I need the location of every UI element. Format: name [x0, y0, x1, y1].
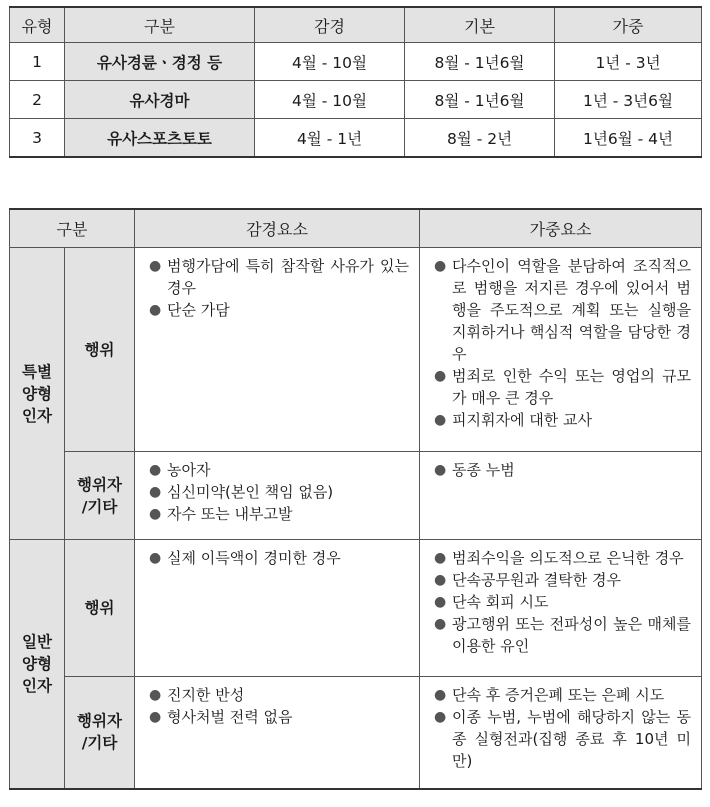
list-item: [434, 547, 691, 569]
mitigating-cell: [135, 248, 420, 452]
bullet-icon: ●: [434, 687, 447, 703]
list-item: [434, 365, 691, 409]
group-label-line: 인자: [22, 676, 52, 695]
row-aggravation: 1년 - 3년: [555, 43, 702, 81]
row-aggravation: 1년 - 3년6월: [555, 81, 702, 119]
header-mitigating: 감경요소: [135, 209, 420, 248]
table-row: [10, 119, 702, 158]
item-text: 농아자: [167, 461, 211, 479]
row-type: 3: [10, 119, 65, 158]
item-text: 심신미약(본인 책임 없음): [167, 483, 334, 501]
row-basic: 8월 - 2년: [405, 119, 555, 158]
header-type: 유형: [10, 7, 65, 43]
bullet-icon: ●: [434, 594, 447, 610]
bullet-icon: ●: [149, 687, 162, 703]
header-basic: 기본: [405, 7, 555, 43]
bullet-icon: ●: [149, 550, 162, 566]
aggravating-cell: [420, 540, 702, 677]
bullet-icon: ●: [434, 616, 447, 632]
aggravating-cell: [420, 248, 702, 452]
item-text: 범죄로 인한 수익 또는 영업의 규모가 매우 큰 경우: [452, 367, 692, 407]
group-label-special: [10, 248, 65, 540]
sub-label: [65, 540, 135, 677]
table-row: [10, 43, 702, 81]
header-aggravation: 가중: [555, 7, 702, 43]
group-label-line: 양형: [22, 384, 52, 403]
bullet-icon: ●: [434, 368, 447, 384]
row-reduction: 4월 - 10월: [255, 43, 405, 81]
sentencing-range-table: [9, 6, 702, 158]
list-item: [434, 613, 691, 657]
item-text: 단속 후 증거은폐 또는 은폐 시도: [452, 686, 665, 704]
table-row: [10, 540, 702, 677]
bullet-icon: ●: [149, 506, 162, 522]
item-text: 형사처벌 전력 없음: [167, 708, 293, 726]
sub-label: [65, 248, 135, 452]
row-basic: 8월 - 1년6월: [405, 81, 555, 119]
bullet-icon: ●: [149, 484, 162, 500]
list-item: [434, 569, 691, 591]
bullet-icon: ●: [149, 709, 162, 725]
header-category: 구분: [65, 7, 255, 43]
list-item: [149, 684, 409, 706]
bullet-icon: ●: [149, 302, 162, 318]
group-label-line: 인자: [22, 406, 52, 425]
item-text: 동종 누범: [452, 461, 515, 479]
item-text: 단속 회피 시도: [452, 593, 549, 611]
sub-label-line: 행위: [84, 340, 115, 359]
table-header-row: [10, 7, 702, 43]
bullet-icon: ●: [434, 412, 447, 428]
sub-label: [65, 452, 135, 540]
item-text: 범행가담에 특히 참작할 사유가 있는 경우: [167, 257, 410, 297]
table-row: [10, 452, 702, 540]
item-text: 피지휘자에 대한 교사: [452, 411, 592, 429]
row-reduction: 4월 - 10월: [255, 81, 405, 119]
row-aggravation: 1년6월 - 4년: [555, 119, 702, 158]
row-category: 유사경마: [65, 81, 255, 119]
bullet-icon: ●: [434, 462, 447, 478]
group-label-line: 일반: [22, 632, 52, 651]
list-item: [434, 459, 691, 481]
group-label-line: 특별: [22, 362, 52, 381]
list-item: [149, 255, 409, 299]
bullet-icon: ●: [149, 258, 162, 274]
item-text: 이종 누범, 누범에 해당하지 않는 동종 실형전과(집행 종료 후 10년 미만): [452, 708, 692, 770]
list-item: [434, 591, 691, 613]
row-type: 2: [10, 81, 65, 119]
sub-label-line: 행위: [84, 599, 115, 617]
list-item: [149, 481, 409, 503]
item-text: 다수인이 역할을 분담하여 조직적으로 범행을 저지른 경우에 있어서 범행을 주도적으로 계획 또는 실행을 지휘하거나 핵심적 역할을 담당한 경우: [452, 257, 692, 363]
sub-label-line: /기타: [81, 497, 118, 516]
aggravating-cell: [420, 677, 702, 789]
bullet-icon: ●: [434, 709, 447, 725]
item-text: 광고행위 또는 전파성이 높은 매체를 이용한 유인: [452, 615, 692, 655]
table-row: [10, 81, 702, 119]
group-label-general: [10, 540, 65, 789]
sub-label-line: 행위자: [77, 712, 122, 731]
row-category: 유사경륜ㆍ경정 등: [65, 43, 255, 81]
table-header-row: [10, 209, 702, 248]
item-text: 자수 또는 내부고발: [167, 505, 293, 523]
table-row: [10, 248, 702, 452]
mitigating-cell: [135, 677, 420, 789]
aggravating-cell: [420, 452, 702, 540]
mitigating-cell: [135, 540, 420, 677]
sentencing-factors-table: [9, 208, 702, 790]
header-aggravating: 가중요소: [420, 209, 702, 248]
row-basic: 8월 - 1년6월: [405, 43, 555, 81]
sub-label-line: /기타: [81, 734, 118, 753]
mitigating-cell: [135, 452, 420, 540]
row-type: 1: [10, 43, 65, 81]
sub-label-line: 행위자: [77, 475, 122, 494]
list-item: [149, 706, 409, 728]
list-item: [149, 503, 409, 525]
bullet-icon: ●: [434, 550, 447, 566]
list-item: [434, 706, 691, 772]
item-text: 단속공무원과 결탁한 경우: [452, 571, 621, 589]
list-item: [434, 684, 691, 706]
list-item: [149, 547, 409, 569]
item-text: 범죄수익을 의도적으로 은닉한 경우: [452, 549, 684, 567]
item-text: 진지한 반성: [167, 686, 245, 704]
table-row: [10, 677, 702, 789]
bullet-icon: ●: [434, 258, 447, 274]
list-item: [149, 299, 409, 321]
bullet-icon: ●: [149, 462, 162, 478]
list-item: [434, 255, 691, 365]
list-item: [434, 409, 691, 431]
header-reduction: 감경: [255, 7, 405, 43]
row-category: 유사스포츠토토: [65, 119, 255, 158]
header-category: 구분: [10, 209, 135, 248]
row-reduction: 4월 - 1년: [255, 119, 405, 158]
item-text: 실제 이득액이 경미한 경우: [167, 549, 341, 567]
bullet-icon: ●: [434, 572, 447, 588]
item-text: 단순 가담: [167, 301, 230, 319]
list-item: [149, 459, 409, 481]
sub-label: [65, 677, 135, 789]
group-label-line: 양형: [22, 654, 52, 673]
